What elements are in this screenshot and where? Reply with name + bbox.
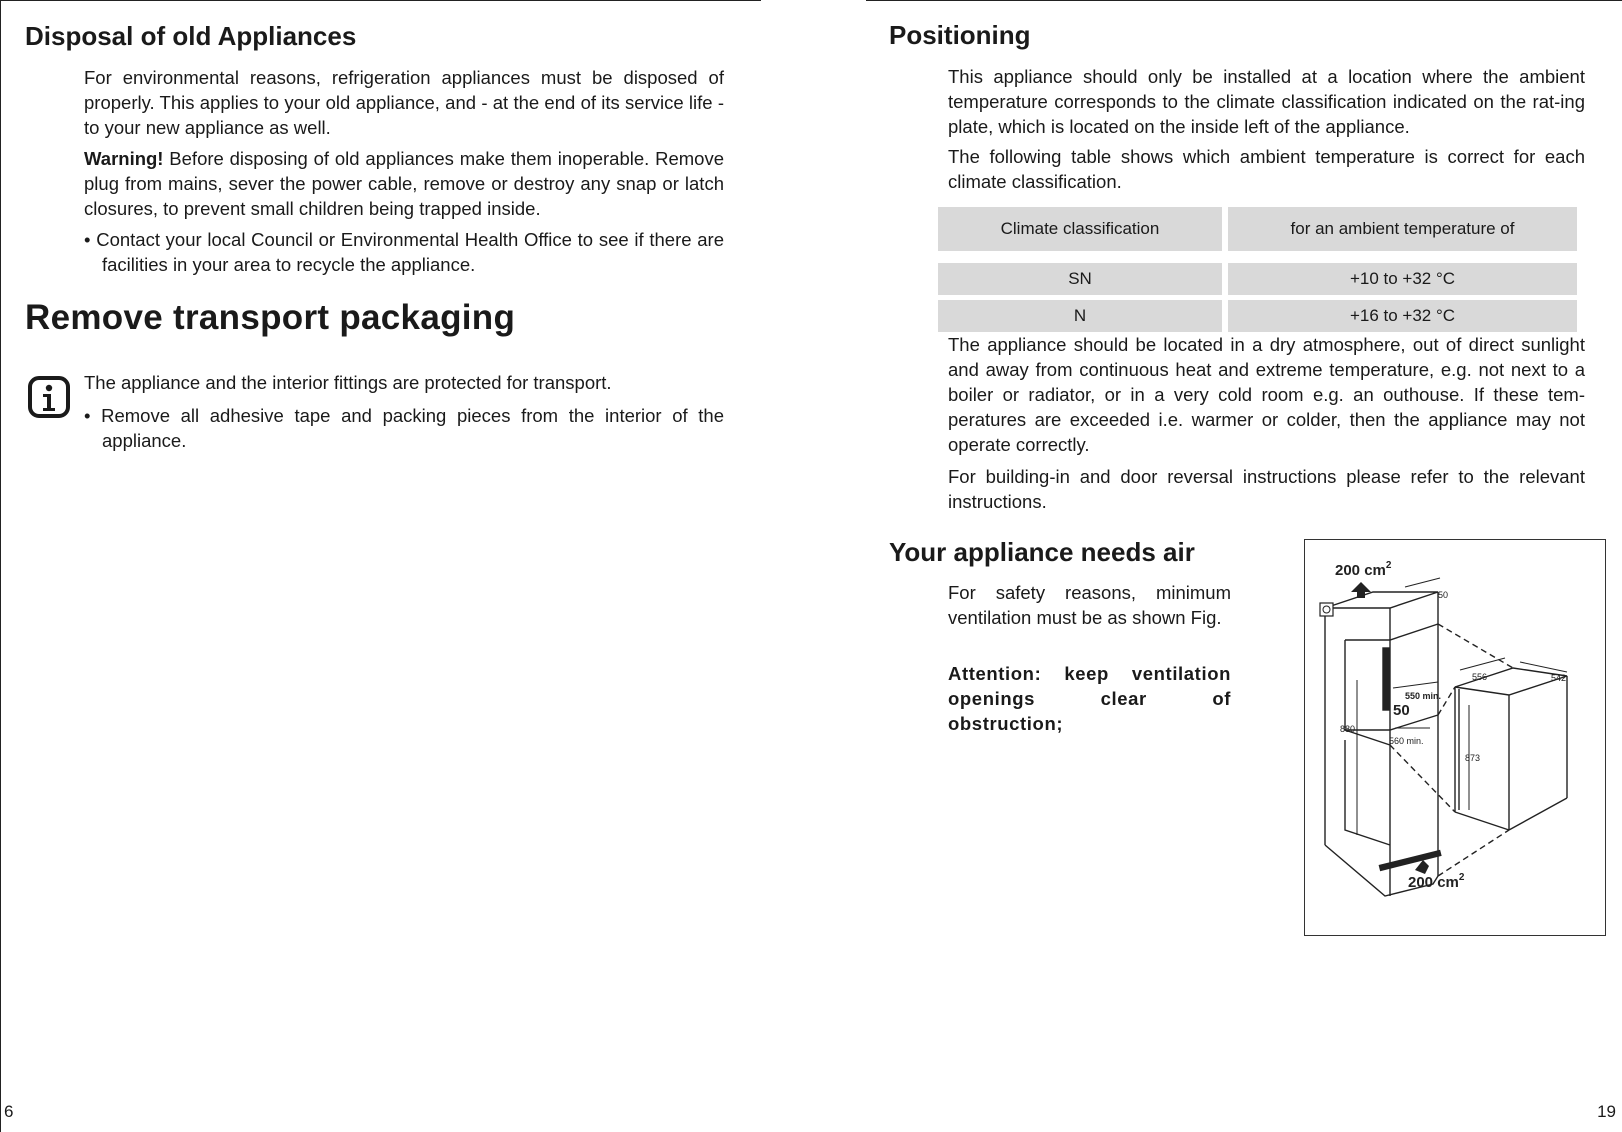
ventilation-figure [1304,539,1606,936]
table-header-cell: Climate classification [938,207,1222,251]
dim-50-mid: 50 [1393,702,1410,719]
page-number-right: 19 [1597,1102,1616,1121]
top-area-label: 200 cm [1335,562,1386,579]
dim-880: 880 [1340,724,1356,734]
dim-550: 550 min. [1405,691,1442,701]
dim-542: 542 [1551,673,1567,683]
page-number-left: 6 [4,1102,14,1121]
airflow-arrow-icon [1351,582,1371,598]
svg-text:200 cm2 [1408,872,1465,891]
disposal-bullet: • Contact your local Council or Environmental Health Office to see if there are facilities in your area to recycle the appliance. [84,229,724,275]
table-cell: N [938,300,1222,337]
disposal-heading: Disposal of old Appliances [25,21,357,51]
climate-table [932,207,1583,337]
socket-icon [1320,603,1333,616]
dim-560: 560 min. [1389,736,1424,746]
warning-label: Warning! [84,148,164,169]
table-header-cell: for an ambient temperature of [1228,207,1577,251]
attention-note: Attention: keep ventilation openings clear of obstruction; [948,663,1231,734]
positioning-heading: Positioning [889,20,1031,50]
bottom-airflow-arrow-icon [1415,860,1429,874]
bottom-area-label: 200 cm [1408,874,1459,891]
table-cell: SN [938,263,1222,300]
ventilation-diagram [1305,540,1605,935]
warning-paragraph [84,146,724,221]
table-cell: +16 to +32 °C [1228,300,1577,337]
table-cell: +10 to +32 °C [1228,263,1577,300]
positioning-paragraph-1: This appliance should only be installed at a location where the ambient temperature corresponds to the climate classification indicated on the rat-ing plate, which is located on the inside left of the appliance. [948,66,1585,137]
table-header-row [938,207,1577,251]
table-row [938,263,1577,300]
transport-paragraph: The appliance and the interior fittings are protected for transport. [84,372,612,393]
positioning-paragraph-2: The following table shows which ambient temperature is correct for each climate classification. [948,146,1585,192]
disposal-paragraph: For environmental reasons, refrigeration appliances must be disposed of properly. This applies to your old appliance, and - at the end of its service life - to your new appliance as well. [84,67,724,138]
left-page [0,0,761,1132]
air-paragraph: For safety reasons, minimum ventilation must be as shown Fig. [948,582,1231,628]
top-area-superscript: 2 [1385,560,1392,571]
positioning-paragraph-4: For building-in and door reversal instructions please refer to the relevant instructions. [948,466,1585,512]
dim-556: 556 [1472,672,1488,682]
warning-text: Before disposing of old appliances make them inoperable. Remove plug from mains, sever the power cable, remove or destroy any snap or latch closures, to prevent small children being trapped inside. [84,148,724,219]
info-icon [27,375,71,419]
dim-873: 873 [1465,753,1481,763]
cabinet-top [1325,592,1438,608]
transport-heading: Remove transport packaging [25,298,516,337]
bottom-area-superscript: 2 [1458,872,1465,883]
transport-bullet: • Remove all adhesive tape and packing pieces from the interior of the appliance. [84,405,724,451]
svg-text:200 cm2 [1335,560,1392,579]
dim-50-top: 50 [1438,590,1449,600]
air-heading: Your appliance needs air [889,537,1195,567]
positioning-paragraph-3: The appliance should be located in a dry atmosphere, out of direct sunlight and away from continuous heat and extreme temperature, e.g. not next to a boiler or radiator, or in a very cold room e.g. an outhouse. If these tem-peratures are exceeded i.e. warmer or colder, then the appliance may not operate correctly. [948,334,1585,455]
